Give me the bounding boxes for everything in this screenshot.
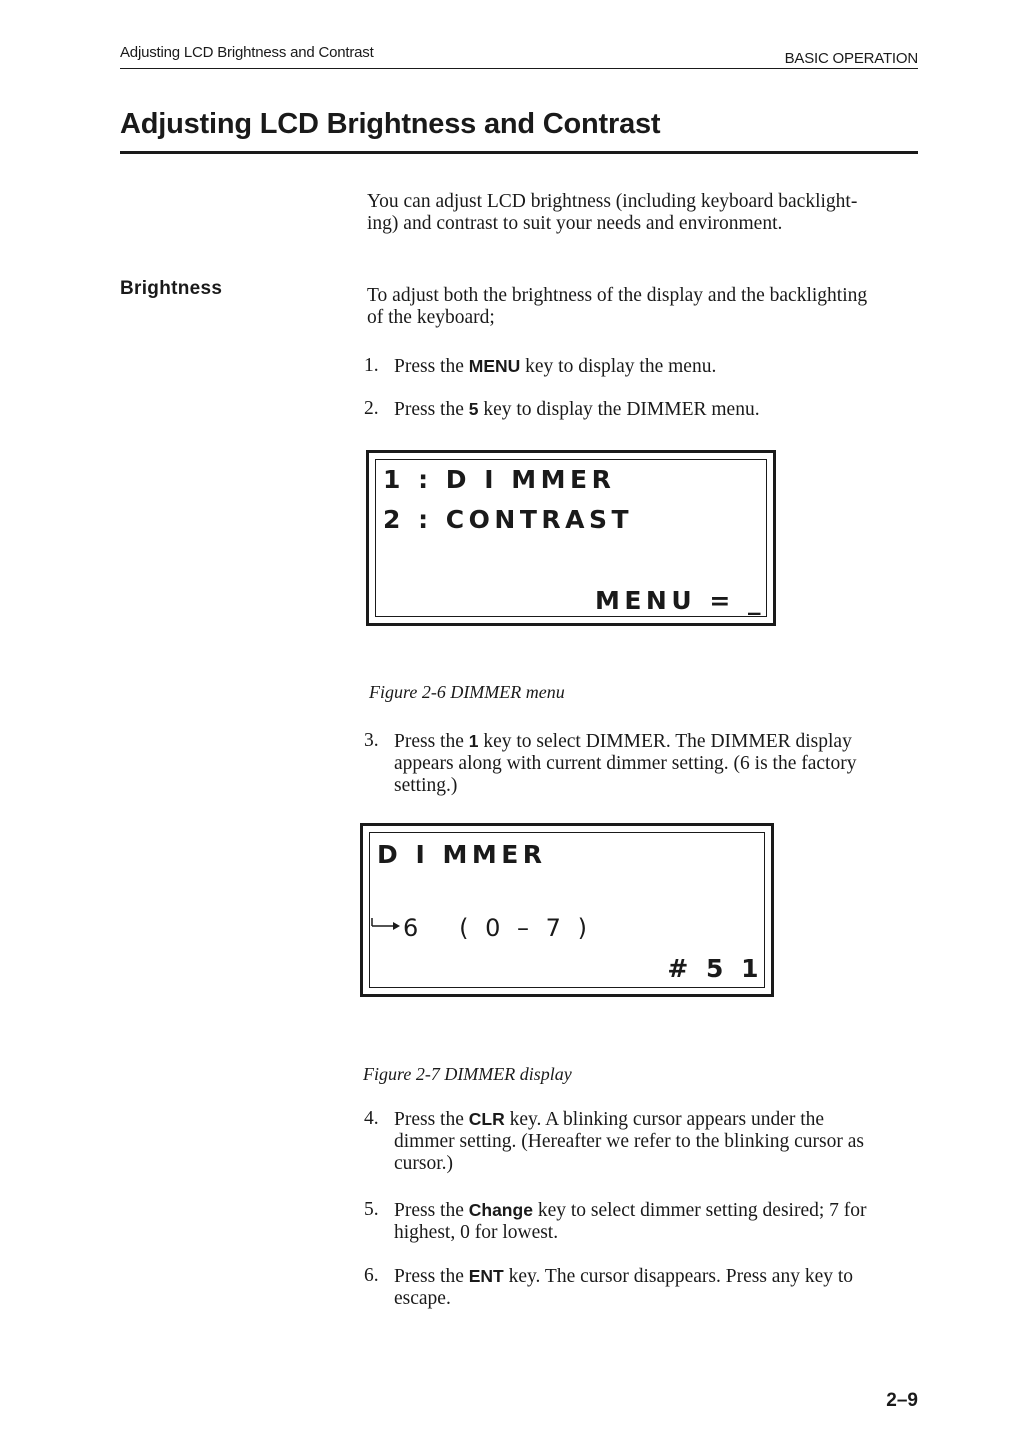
lcd-display-title: D I MMER <box>377 840 547 869</box>
step-5 <box>364 1199 920 1244</box>
lcd-menu-prompt: MENU = _ <box>594 586 765 615</box>
page-title: Adjusting LCD Brightness and Contrast <box>120 108 661 140</box>
step-number: 2. <box>364 398 379 419</box>
lcd-menu-line: 1 : D I MMER <box>383 465 616 494</box>
step-text: Press the <box>394 1109 469 1130</box>
step-4 <box>364 1108 920 1175</box>
step-number: 3. <box>364 730 379 751</box>
step-text: key. A blinking cursor appears under the <box>504 1109 825 1130</box>
key-name: MENU <box>468 356 521 376</box>
key-name: ENT <box>468 1266 504 1286</box>
step-number: 1. <box>364 355 379 376</box>
step-text: Press the <box>394 356 469 377</box>
intro-paragraph <box>367 191 919 235</box>
page-number: 2–9 <box>886 1390 918 1411</box>
step-2 <box>364 398 920 421</box>
step-1 <box>364 355 920 378</box>
lcd-dimmer-display <box>360 823 774 997</box>
step-text: key to select DIMMER. The DIMMER display <box>478 731 852 752</box>
step-number: 6. <box>364 1265 379 1286</box>
step-text: key to display the DIMMER menu. <box>478 399 760 420</box>
step-text: appears along with current dimmer setting. (6 is the factory <box>394 753 857 774</box>
figure-caption: Figure 2-6 DIMMER menu <box>369 682 565 702</box>
step-text: escape. <box>394 1288 451 1309</box>
lcd-dimmer-value: 6 ( 0 – 7 ) <box>403 914 592 942</box>
lcd-menu-line: 2 : CONTRAST <box>383 505 634 534</box>
step-text: key. The cursor disappears. Press any key to <box>503 1266 854 1287</box>
step-text: Press the <box>394 399 469 420</box>
step-text: Press the <box>394 1266 469 1287</box>
section-lead <box>367 285 919 329</box>
lead-line: To adjust both the brightness of the display and the backlighting <box>367 285 868 306</box>
step-text: key to select dimmer setting desired; 7 for <box>532 1200 867 1221</box>
step-text: Press the <box>394 731 469 752</box>
step-text: cursor.) <box>394 1153 454 1174</box>
key-name: 1 <box>468 731 479 751</box>
key-name: Change <box>468 1200 533 1220</box>
running-header-right: BASIC OPERATION <box>784 50 918 67</box>
lcd-dimmer-menu <box>366 450 776 626</box>
lead-line: of the keyboard; <box>367 307 495 328</box>
step-number: 4. <box>364 1108 379 1129</box>
running-header-left: Adjusting LCD Brightness and Contrast <box>120 44 374 61</box>
lcd-display-code: # 5 1 <box>667 954 763 983</box>
step-text: setting.) <box>394 775 458 796</box>
arrow-icon <box>371 918 401 934</box>
section-heading: Brightness <box>120 278 223 299</box>
header-rule <box>120 68 918 69</box>
step-text: highest, 0 for lowest. <box>394 1222 559 1243</box>
intro-line: ing) and contrast to suit your needs and environment. <box>367 213 783 234</box>
title-rule <box>120 151 918 154</box>
key-name: CLR <box>468 1109 505 1129</box>
intro-line: You can adjust LCD brightness (including keyboard backlight- <box>367 191 858 212</box>
step-text: key to display the menu. <box>520 356 717 377</box>
step-3 <box>364 730 920 797</box>
figure-caption: Figure 2-7 DIMMER display <box>363 1064 572 1084</box>
step-text: Press the <box>394 1200 469 1221</box>
step-6 <box>364 1265 920 1310</box>
key-name: 5 <box>468 399 479 419</box>
step-text: dimmer setting. (Hereafter we refer to the blinking cursor as <box>394 1131 864 1152</box>
step-number: 5. <box>364 1199 379 1220</box>
